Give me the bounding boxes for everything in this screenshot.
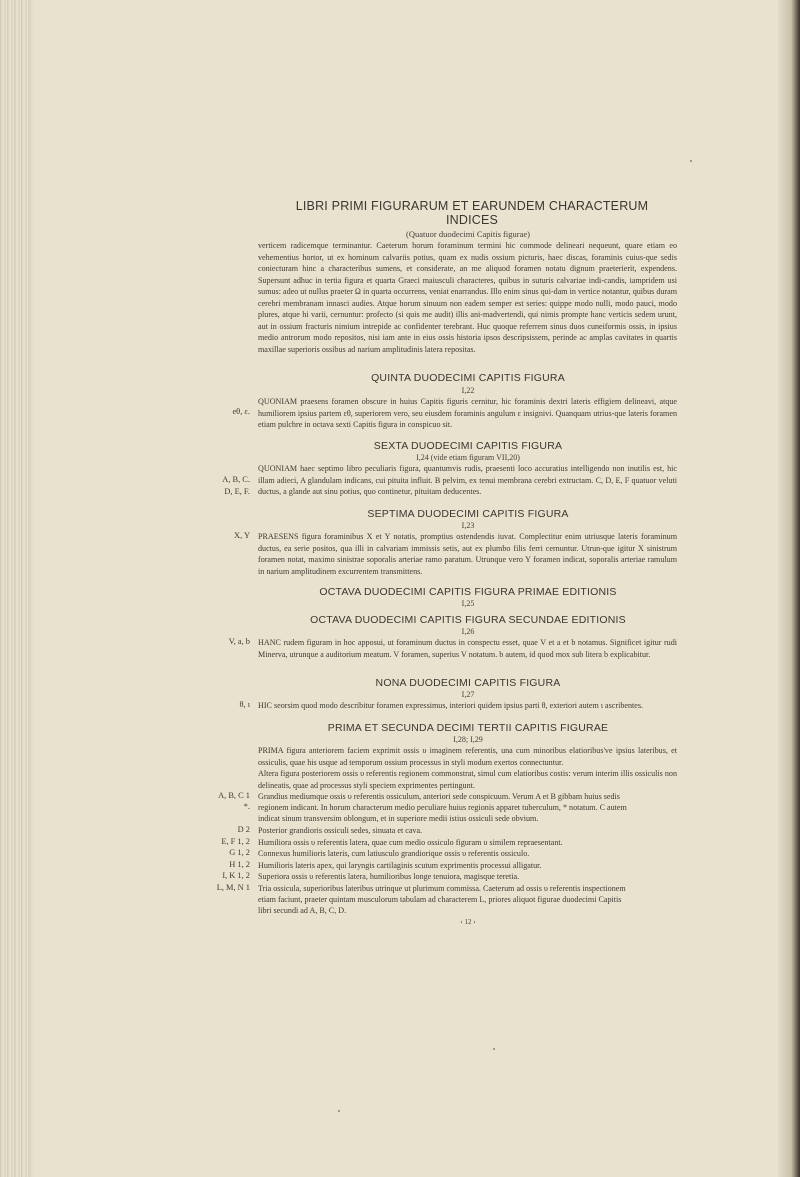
section-ref: I,28; I,29	[453, 735, 483, 744]
legend-row-text: Humilioris lateris apex, qui laryngis cartilaginis scutum exprimentis processui alligatur.	[258, 861, 542, 870]
paper-speck	[493, 1048, 495, 1050]
section-ref: I,22	[461, 386, 475, 395]
section-ref: I,25	[461, 599, 475, 608]
section-ref: I,23	[461, 521, 475, 530]
legend-row-label: E, F 1, 2	[221, 837, 250, 846]
legend-row-text: Superiora ossis υ referentis latera, humilioribus longe tenuiora, magisque teretia.	[258, 872, 520, 881]
section-heading: QUINTA DUODECIMI CAPITIS FIGURA	[371, 372, 565, 384]
legend-row-label: A, B, C 1	[218, 791, 250, 800]
section-ref: I,24 (vide etiam figuram VII,20)	[416, 453, 520, 462]
section-heading: SEXTA DUODECIMI CAPITIS FIGURA	[373, 440, 563, 452]
section-ref: I,26	[461, 627, 475, 636]
section-heading: SEPTIMA DUODECIMI CAPITIS FIGURA	[367, 508, 569, 520]
legend-row-text: Tria ossicula, superioribus lateribus utrinque ut plurimum commissa. Caeterum ad ossis υ referentis inspectionem	[258, 884, 626, 893]
section-paragraph: HIC seorsim quod modo describitur foramen expressimus, interiori quidem ipsius parti θ, exteriori autem ι ascribentes.	[258, 701, 644, 710]
page-number: ‹ 12 ›	[460, 918, 476, 926]
legend-row-text: Grandius mediumque ossis υ referentis ossiculum, anteriori sede conspicuum. Verum A et B gibbam huius sedis	[258, 792, 620, 801]
paper-speck	[338, 1110, 340, 1112]
page-edge-right	[778, 0, 800, 1177]
legend-row-text: Posterior grandioris ossiculi sedes, sinuata et cava.	[258, 826, 423, 835]
margin-label: X, Y	[234, 531, 250, 540]
section-paragraph: PRAESENS figura foraminibus X et Y notatis, promptius ostendendis iuvat. Complectitur enim utriusque lateris foraminum ductus, ea serie positos, qua illi in calvariam immissis setis, aut ex plumbo filis ferri cernuntur. Utrun-que igitur X sinistrum foramen notat, maximo sinistrae soporalis arteriae ramo paratum. Utrunque vero Y foramen indicat, soporalis arteriae ramulum in narium amplitudinem excurrentem transmittens.	[258, 532, 677, 576]
section-heading: PRIMA ET SECUNDA DECIMI TERTII CAPITIS FIGURAE	[327, 722, 609, 734]
legend-row-label: *.	[243, 802, 250, 811]
section-heading: OCTAVA DUODECIMI CAPITIS FIGURA PRIMAE EDITIONIS	[319, 586, 617, 598]
section-ref: I,27	[461, 690, 475, 699]
page-edges-left	[0, 0, 34, 1177]
legend-row-label: H 1, 2	[229, 860, 250, 869]
main-title: LIBRI PRIMI FIGURARUM ET EARUNDEM CHARACTERUM INDICES	[295, 199, 649, 227]
paper-speck	[690, 160, 692, 162]
margin-label: D, E, F.	[224, 487, 250, 496]
margin-label: eθ, ε.	[232, 407, 250, 416]
section-paragraph: QUONIAM praesens foramen obscure in huius Capitis figuris cernitur, hic foraminis dextri lateris effigiem delineavi, atque humiliorem ipsius partem εθ, superiorem vero, seu eiusdem foraminis angulum ε insignivi. Quanquam utrius-que lateris foramen etiam pulchre in octava sexti Capitis figura in conspicuo sit.	[258, 397, 677, 430]
intro-paragraph: verticem radicemque terminantur. Caeterum horum foraminum termini hic commode delineari nequeunt, quare etiam eo vehementius hortor, ut ex hominum calvariis potius, quam ex nudis ossium picturis, haec discas, foraminis cuius-que sedis coniecturam hinc a characteribus sumens, et considerate, an me aliquod foramen notatu dignum praeterierit, expendens. Supersunt adhuc in tertia figura et quarta Graeci maiusculi characteres, quibus in suturis calvariae indi-candis, iampridem usi sumus: adeo ut nullus praeter Ω in quarta occurrens, veniat enarrandus. Illo enim sinus qui-dam in vertice notantur, quibus duram cerebri membranam innasci audies. Atque horum sinuum non eadem semper est series: quippe modo nulli, modo pauci, modo plures, atque hi varii, cernuntur: profecto (si quis me audit) illis ani-madvertendi, qui nimis prompte hanc verticis sedem urunt, aut in ossium fracturis nimium intrepide ac confidenter terebrant. Huc quoque referrem sinus duos cuneiformis ossis, in ipsius medio antrorum modo repositos, nisi iam ante in eius ossis historia ipsos descripsissem, perinde ac amplas cavitates in quartis maxillae superioris ossibus ad narium amplitudinis latera repositas.	[258, 241, 677, 354]
legend-row-label: G 1, 2	[229, 848, 250, 857]
legend-row-text: Humiliora ossis υ referentis latera, quae cum medio ossiculo figuram υ similem repraesentant.	[258, 838, 563, 847]
legend-row-label: D 2	[237, 825, 250, 834]
section-heading: NONA DUODECIMI CAPITIS FIGURA	[375, 677, 561, 689]
legend-row-text: indicat sinum transversim oblongum, et in superiore medii istius ossiculi sede obvium.	[258, 814, 539, 823]
legend-row-label: I, K 1, 2	[222, 871, 250, 880]
section-paragraph-2: Altera figura posteriorem ossis υ referentis regionem commonstrat, simul cum elatioribus costis: verum interim illis ossiculis non delineatis, quae ad processus styli speciem exprimentes pertingunt.	[258, 769, 677, 790]
legend-row-text: etiam faciunt, praeter quintam musculorum tabulam ad characterem L, priores aliquot figurae duodecimi Capitis	[258, 895, 622, 904]
legend-row-text: Connexus humilioris lateris, cum latiusculo grandiorique ossis υ referentis ossiculo.	[258, 849, 530, 858]
legend-row-label: L, M, N 1	[216, 883, 250, 892]
legend-row-text: libri secundi ad A, B, C, D.	[258, 906, 347, 915]
legend-row-text: regionem indicant. In horum characterum medio peculiare huius regionis apparet tuberculum, * notatum. C autem	[258, 803, 627, 812]
section-heading: OCTAVA DUODECIMI CAPITIS FIGURA SECUNDAE EDITIONIS	[310, 614, 626, 626]
margin-label: V, a, b	[228, 637, 250, 646]
margin-label: θ, ι	[239, 700, 250, 709]
section-paragraph: HANC rudem figuram in hoc apposui, ut foraminum ductus in conspectu esset, quae V et a et b notamus. Significet igitur rudi Minerva, utrunque a auditorium meatum. V foramen, superius V notatum. b autem, id quod mox sub litera b explicabitur.	[258, 638, 677, 659]
section-paragraph: PRIMA figura anteriorem faciem exprimit ossis υ imaginem referentis, una cum minoribus elatioribus've ipsius lateribus, et ossiculis, quae his usque ad temporum ossium processus in styli modum exertos connectuntur.	[258, 746, 677, 767]
margin-label: A, B, C.	[222, 475, 250, 484]
section-paragraph: QUONIAM haec septimo libro peculiaris figura, quantumvis rudis, praesenti loco accuratius intelligendo non inutilis est, hic illam adieci, A glandulam indicans, cui pituita influit. B pelvim, ex tenui membrana cerebri extructam. C, D, E, F quatuor veluti ductus, a glande aut sinu potius, quo continetur, pituitam deducentes.	[258, 464, 677, 497]
subtitle: (Quatuor duodecimi Capitis figurae)	[406, 229, 530, 239]
